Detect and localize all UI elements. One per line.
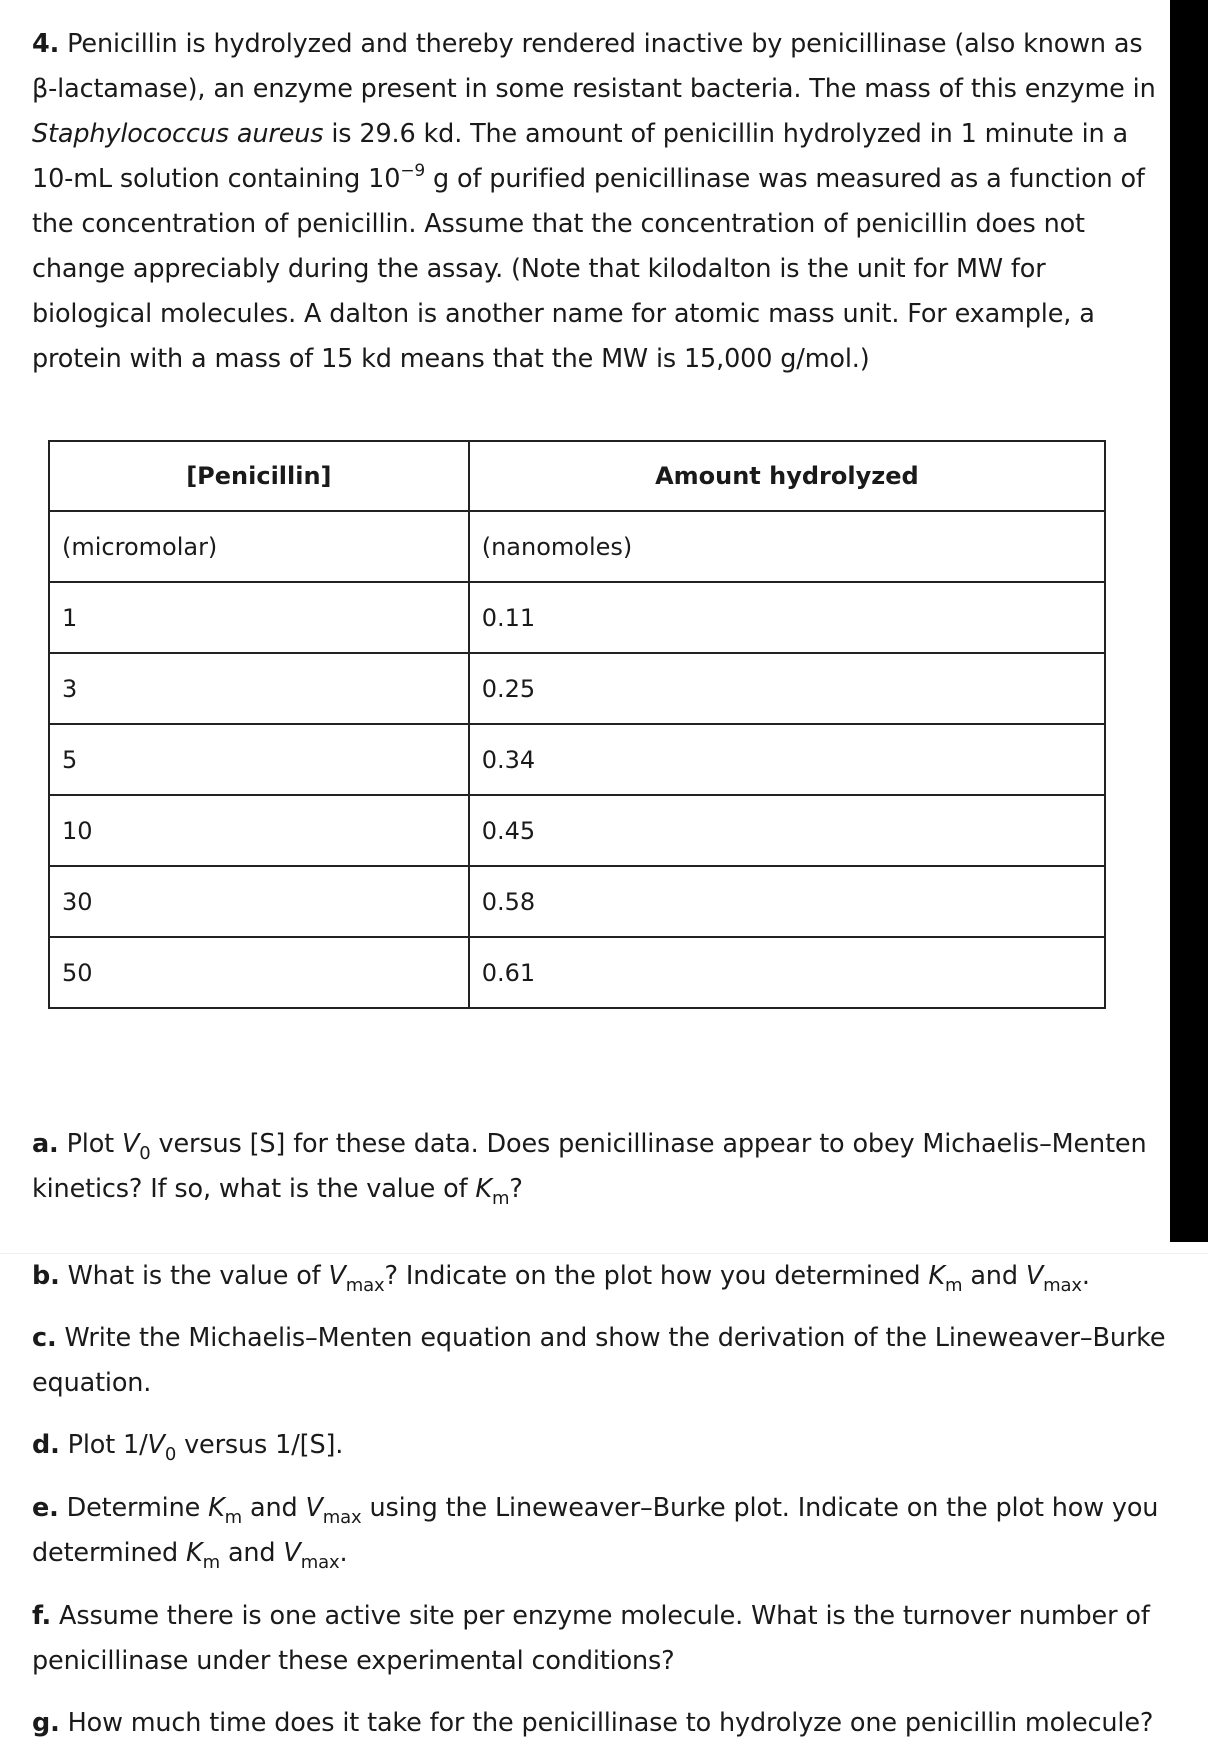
mass-exponent: −9 (400, 161, 426, 181)
question-label: e. (32, 1493, 59, 1523)
question-g (32, 1701, 1172, 1746)
question-text: What is the value of (59, 1261, 329, 1291)
unit-nanomoles: (nanomoles) (469, 511, 1105, 582)
table-cell: 0.45 (469, 795, 1105, 866)
var-v: V (1025, 1261, 1044, 1291)
question-text: . (1081, 1261, 1090, 1291)
question-text: and (242, 1493, 306, 1523)
table-cell: 10 (49, 795, 469, 866)
question-e (32, 1486, 1172, 1576)
table-cell: 0.61 (469, 937, 1105, 1008)
unit-micromolar: (micromolar) (49, 511, 469, 582)
var-k: K (928, 1261, 945, 1291)
var-sub: max (300, 1552, 340, 1573)
question-text: and (219, 1538, 284, 1568)
data-table (48, 440, 1106, 1009)
question-text: and (962, 1261, 1026, 1291)
var-v: V (328, 1261, 346, 1291)
question-text: ? (509, 1174, 523, 1204)
question-label: a. (32, 1129, 59, 1159)
question-c (32, 1316, 1172, 1406)
question-d (32, 1423, 1172, 1468)
table-row (49, 937, 1105, 1008)
table-cell: 50 (49, 937, 469, 1008)
question-label: c. (32, 1323, 57, 1353)
question-text: Write the Michaelis–Menten equation and show the derivation of the Lineweaver–Burke equation. (32, 1323, 1166, 1398)
table-units-row (49, 511, 1105, 582)
table-cell: 3 (49, 653, 469, 724)
table-row (49, 866, 1105, 937)
table-row (49, 653, 1105, 724)
question-text: Plot 1/ (59, 1430, 148, 1460)
var-k: K (186, 1538, 203, 1568)
var-sub: 0 (139, 1143, 151, 1164)
question-text: How much time does it take for the penicillinase to hydrolyze one penicillin molecule? (59, 1708, 1154, 1738)
var-sub: 0 (164, 1444, 177, 1465)
table-row (49, 795, 1105, 866)
question-label: d. (32, 1430, 60, 1460)
var-sub: max (322, 1507, 362, 1528)
question-text: ? Indicate on the plot how you determined (384, 1261, 929, 1291)
table-cell: 1 (49, 582, 469, 653)
problem-text-2: is 29.6 kd. The amount of penicillin hydrolyzed in 1 minute in a 10-mL solution containing 10 (32, 119, 1128, 194)
table-cell: 0.25 (469, 653, 1105, 724)
question-f (32, 1594, 1172, 1684)
var-v: V (147, 1430, 165, 1460)
var-sub: m (491, 1188, 510, 1209)
table-row (49, 724, 1105, 795)
header-penicillin: [Penicillin] (49, 441, 469, 511)
table-cell: 0.34 (469, 724, 1105, 795)
question-text: versus [S] for these data. Does penicillinase appear to obey Michaelis–Menten kinetics? If so, what is the value of (32, 1129, 1147, 1204)
table-cell: 30 (49, 866, 469, 937)
var-sub: m (224, 1507, 243, 1528)
var-k: K (208, 1493, 225, 1523)
table-cell: 5 (49, 724, 469, 795)
question-text: . (339, 1538, 348, 1568)
question-text: versus 1/[S]. (176, 1430, 344, 1460)
var-v: V (305, 1493, 323, 1523)
question-text: Plot (58, 1129, 122, 1159)
var-sub: m (944, 1275, 963, 1296)
var-v: V (283, 1538, 301, 1568)
problem-statement (32, 22, 1167, 382)
question-b (32, 1254, 1172, 1299)
var-sub: max (345, 1275, 385, 1296)
var-k: K (475, 1174, 492, 1204)
header-amount-hydrolyzed: Amount hydrolyzed (469, 441, 1105, 511)
problem-number: 4. (32, 29, 60, 59)
problem-text-3: g of purified penicillinase was measured as a function of the concentration of penicillin. Assume that the concentration of penicillin does not change appreciably during the assay. (Note that kilodalton is the unit for MW for biological molecules. A dalton is another name for atomic mass unit. For example, a protein with a mass of 15 kd means that the MW is 15,000 g/mol.) (32, 164, 1145, 374)
problem-text-1: Penicillin is hydrolyzed and thereby rendered inactive by penicillinase (also known as β-lactamase), an enzyme present in some resistant bacteria. The mass of this enzyme in (32, 29, 1156, 104)
table-cell: 0.58 (469, 866, 1105, 937)
question-text: Determine (58, 1493, 209, 1523)
question-label: g. (32, 1708, 60, 1738)
question-label: b. (32, 1261, 60, 1291)
question-a (32, 1122, 1172, 1212)
var-v: V (121, 1129, 140, 1159)
question-label: f. (32, 1601, 52, 1631)
var-sub: max (1043, 1275, 1082, 1296)
question-text: Assume there is one active site per enzyme molecule. What is the turnover number of penicillinase under these experimental conditions? (32, 1601, 1150, 1676)
question-text: using the Lineweaver–Burke plot. Indicate on the plot how you determined (32, 1493, 1159, 1568)
scrollbar[interactable] (1170, 0, 1208, 1242)
table-cell: 0.11 (469, 582, 1105, 653)
organism-name: Staphylococcus aureus (32, 119, 324, 149)
table-header-row (49, 441, 1105, 511)
var-sub: m (202, 1552, 220, 1573)
table-row (49, 582, 1105, 653)
